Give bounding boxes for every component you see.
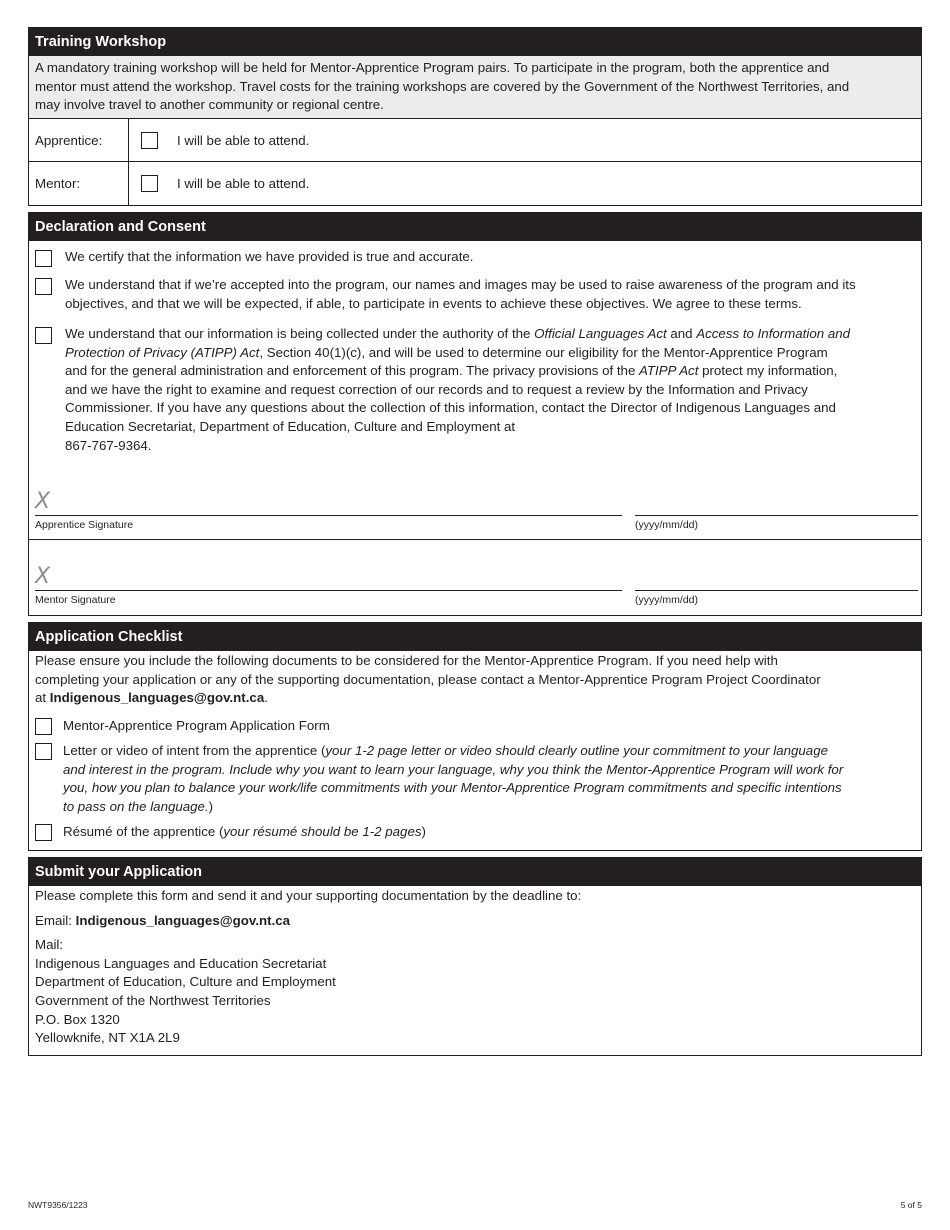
letter-of-intent-span: you, how you plan to balance your work/life commitments with your Mentor-Apprentice Program commitments and specific intentions bbox=[63, 780, 842, 796]
mentor-attend-checkbox[interactable] bbox=[141, 175, 158, 192]
letter-of-intent-line bbox=[63, 742, 843, 761]
apprentice-attend-text: I will be able to attend. bbox=[177, 132, 310, 148]
letter-of-intent-span: your 1-2 page letter or video should clearly outline your commitment to your language bbox=[325, 743, 828, 758]
address-line: Indigenous Languages and Education Secretariat bbox=[35, 955, 327, 971]
submit-application-heading: Submit your Application bbox=[29, 858, 921, 886]
checklist-item-letter-of-intent bbox=[35, 742, 913, 816]
letter-of-intent-span: ) bbox=[208, 798, 214, 814]
accuracy-text: We certify that the information we have provided is true and accurate. bbox=[65, 249, 474, 264]
privacy-text-span: and bbox=[666, 326, 697, 341]
apprentice-attendance-row bbox=[29, 119, 921, 162]
submit-application-section bbox=[28, 857, 922, 1056]
publicity-text bbox=[65, 276, 856, 313]
atipp-act-title: Access to Information and bbox=[696, 326, 850, 341]
phone-number: 867-767-9364. bbox=[65, 437, 152, 453]
application-form-text: Mentor-Apprentice Program Application Form bbox=[63, 718, 330, 733]
letter-of-intent-span: to pass on the language. bbox=[63, 798, 209, 814]
privacy-text-span: We understand that our information is being collected under the authority of the bbox=[65, 326, 535, 341]
letter-of-intent-line bbox=[63, 779, 843, 798]
letter-of-intent-line bbox=[63, 761, 843, 780]
privacy-text-span: protect my information, bbox=[698, 363, 838, 379]
address-line: Government of the Northwest Territories bbox=[35, 992, 271, 1008]
training-intro-line: may involve travel to another community or regional centre. bbox=[35, 97, 384, 113]
address-line: P.O. Box 1320 bbox=[35, 1011, 120, 1027]
form-code: NWT9356/1223 bbox=[28, 1200, 88, 1210]
training-workshop-section bbox=[28, 27, 922, 206]
declaration-item-privacy bbox=[35, 325, 915, 455]
letter-of-intent-span: Letter or video of intent from the apprentice ( bbox=[63, 743, 326, 758]
submit-body bbox=[29, 886, 921, 1048]
mentor-date-label: (yyyy/mm/dd) bbox=[635, 594, 698, 606]
apprentice-signature-x-mark: X bbox=[35, 489, 51, 514]
address-line: Department of Education, Culture and Employment bbox=[35, 974, 336, 990]
privacy-text-line: Education Secretariat, Department of Education, Culture and Employment at bbox=[65, 418, 516, 434]
privacy-text-line: and we have the right to examine and request correction of our records and to request a review by the Information and Privacy bbox=[65, 381, 808, 397]
resume-checkbox[interactable] bbox=[35, 824, 52, 841]
application-form-checkbox[interactable] bbox=[35, 718, 52, 735]
privacy-text-line: Commissioner. If you have any questions about the collection of this information, contact the Director of Indigenous Languages and bbox=[65, 400, 836, 416]
mentor-signature-field[interactable] bbox=[35, 590, 622, 591]
declaration-section bbox=[28, 212, 922, 616]
page-number: 5 of 5 bbox=[900, 1200, 922, 1210]
training-intro-line: mentor must attend the workshop. Travel costs for the training workshops are covered by the Government of the Northwest Territories, and bbox=[35, 78, 850, 94]
declaration-heading: Declaration and Consent bbox=[29, 213, 921, 241]
atipp-act-title-cont: Protection of Privacy (ATIPP) Act bbox=[65, 344, 260, 360]
training-intro bbox=[29, 56, 921, 119]
apprentice-signature-field[interactable] bbox=[35, 515, 622, 516]
submit-mail-label: Mail: bbox=[35, 937, 64, 953]
checklist-intro-line: completing your application or any of the supporting documentation, please contact a Mentor-Apprentice Program Project Coordinator bbox=[35, 671, 821, 687]
atipp-act-short: ATIPP Act bbox=[639, 363, 699, 379]
application-checklist-heading: Application Checklist bbox=[29, 623, 921, 651]
publicity-text-line: objectives, and that we will be expected, if able, to participate in events to achieve these objectives. We agree to these terms. bbox=[65, 295, 802, 311]
official-languages-act: Official Languages Act bbox=[534, 326, 667, 341]
resume-span: ) bbox=[421, 824, 426, 839]
declaration-item-accuracy bbox=[35, 248, 915, 267]
privacy-text-line bbox=[65, 344, 850, 363]
mentor-attendance-row bbox=[29, 162, 921, 205]
submit-intro: Please complete this form and send it and your supporting documentation by the deadline to: bbox=[35, 888, 582, 903]
apprentice-signature-label: Apprentice Signature bbox=[35, 519, 134, 531]
letter-of-intent-checkbox[interactable] bbox=[35, 743, 52, 760]
submit-email[interactable]: Indigenous_languages@gov.nt.ca bbox=[75, 912, 291, 928]
letter-of-intent-line bbox=[63, 798, 843, 817]
privacy-text-span: and for the general administration and enforcement of this program. The privacy provisions of the bbox=[65, 363, 640, 379]
checklist-intro-line bbox=[35, 689, 915, 708]
privacy-text-span: , Section 40(1)(c), and will be used to determine our eligibility for the Mentor-Apprentice Program bbox=[259, 344, 828, 360]
mentor-signature-x-mark: X bbox=[35, 564, 51, 589]
accuracy-checkbox[interactable] bbox=[35, 250, 52, 267]
training-workshop-heading: Training Workshop bbox=[29, 28, 921, 56]
checklist-intro-span: at bbox=[35, 690, 50, 706]
privacy-checkbox[interactable] bbox=[35, 327, 52, 344]
resume-span: Résumé of the apprentice ( bbox=[63, 824, 224, 839]
apprentice-date-field[interactable] bbox=[635, 515, 918, 516]
checklist-item-application-form bbox=[35, 717, 913, 736]
privacy-text bbox=[65, 325, 850, 455]
submit-email-label: Email: bbox=[35, 912, 76, 928]
apprentice-date-label: (yyyy/mm/dd) bbox=[635, 519, 698, 531]
publicity-checkbox[interactable] bbox=[35, 278, 52, 295]
publicity-text-line: We understand that if we’re accepted into the program, our names and images may be used to raise awareness of the program and its bbox=[65, 277, 856, 292]
submit-email-line bbox=[35, 912, 915, 931]
checklist-intro-line: Please ensure you include the following documents to be considered for the Mentor-Apprentice Program. If you need help with bbox=[35, 653, 778, 668]
checklist-item-resume bbox=[35, 823, 913, 842]
mentor-attendance-label: Mentor: bbox=[29, 162, 129, 205]
training-intro-line: A mandatory training workshop will be held for Mentor-Apprentice Program pairs. To participate in the program, both the apprentice and bbox=[35, 60, 830, 75]
signature-divider bbox=[29, 539, 921, 540]
resume-span: your résumé should be 1-2 pages bbox=[223, 824, 422, 839]
resume-text bbox=[63, 823, 426, 842]
checklist-intro bbox=[29, 651, 921, 708]
application-checklist-section bbox=[28, 622, 922, 851]
apprentice-attendance-label: Apprentice: bbox=[29, 119, 129, 161]
mentor-date-field[interactable] bbox=[635, 590, 918, 591]
letter-of-intent-span: and interest in the program. Include why you want to learn your language, why you think the Mentor-Apprentice Program will work for bbox=[63, 761, 844, 777]
letter-of-intent-text bbox=[63, 742, 843, 816]
coordinator-email[interactable]: Indigenous_languages@gov.nt.ca bbox=[49, 690, 265, 706]
privacy-text-line bbox=[65, 325, 850, 344]
privacy-text-line bbox=[65, 362, 850, 381]
apprentice-attend-checkbox[interactable] bbox=[141, 132, 158, 149]
checklist-intro-span: . bbox=[264, 690, 268, 706]
declaration-item-publicity bbox=[35, 276, 915, 313]
address-line: Yellowknife, NT X1A 2L9 bbox=[35, 1030, 180, 1046]
mentor-signature-label: Mentor Signature bbox=[35, 594, 116, 606]
mentor-attend-text: I will be able to attend. bbox=[177, 176, 310, 191]
